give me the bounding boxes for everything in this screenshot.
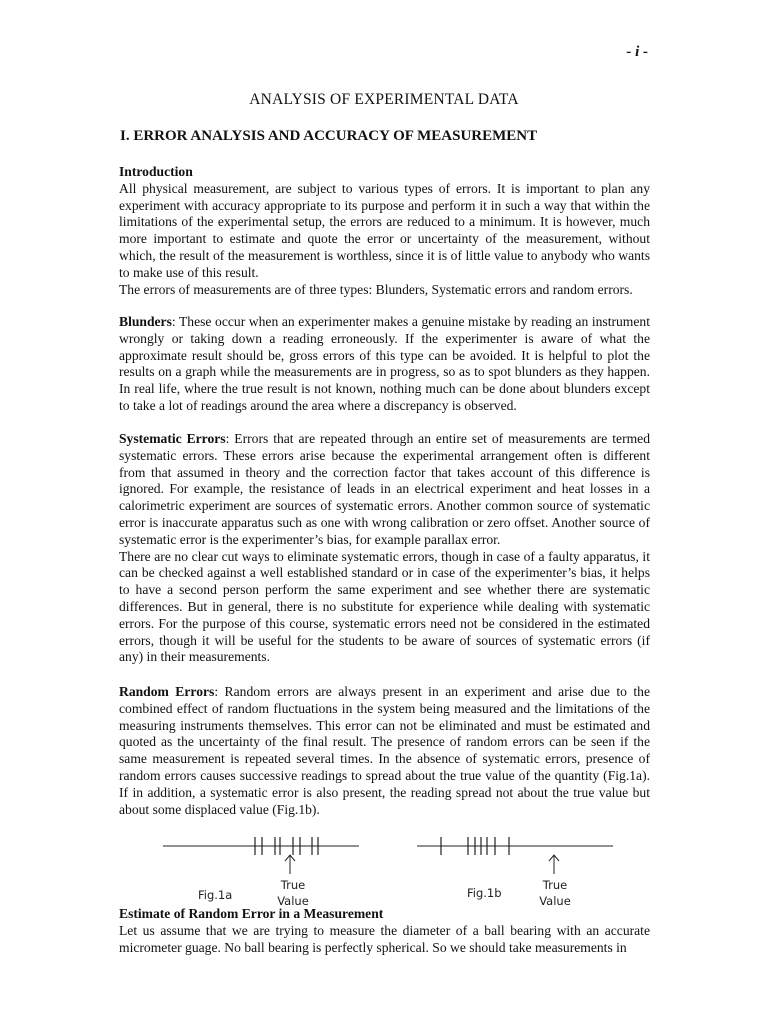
figure-1a-true-value xyxy=(268,877,318,909)
systematic-text: : Errors that are repeated through an entire set of measurements are termed systematic errors. These errors arise because the experimental arrangement often is different from that assumed in theory and the correction factor that takes account of this difference is ignored. For example, the resistance of leads in an electrical experiment and heat losses in a calorimetric experiment are sources of systematic errors. Another common source of systematic error is inaccurate apparatus such as one with wrong calibration or zero offset. Another source of systematic error is the experimenter’s bias, for example parallax error. xyxy=(119,431,651,547)
introduction-heading: Introduction xyxy=(119,164,193,179)
estimate-section xyxy=(119,906,650,956)
section-heading: I. ERROR ANALYSIS AND ACCURACY OF MEASUREMENT xyxy=(120,128,538,144)
figure-1b-true-value xyxy=(530,877,580,909)
estimate-heading: Estimate of Random Error in a Measurement xyxy=(119,906,384,921)
blunders-term: Blunders xyxy=(119,314,172,329)
figure-1b-label: Fig.1b xyxy=(467,886,502,900)
blunders-text: : These occur when an experimenter makes a genuine mistake by reading an instrument wrongly or taking down a reading erroneously. If the experimenter is aware of what the approximate result should be, gross errors of this type can be avoided. It is helpful to plot the results on a graph while the measurements are in progress, so as to spot blunders as they happen. In real life, where the true result is not known, nothing much can be done about blunders except to take a lot of readings around the area where a discrepancy is observed. xyxy=(119,314,650,413)
systematic-paragraph-2: There are no clear cut ways to eliminate systematic errors, though in case of a faulty apparatus, it can be checked against a well established standard or in case of the experimenter’s bias, it helps to have a second person perform the same experiment and see whether there are systematic differences. But in general, there is no substitute for experience while dealing with systematic errors. For the purpose of this course, systematic errors need not be considered in the estimated errors, though it will be useful for the students to be aware of sources of systematic errors (if any) in their measurements. xyxy=(119,548,650,665)
true-value-line1: True xyxy=(542,878,568,892)
systematic-term: Systematic Errors xyxy=(119,431,226,446)
true-value-line2: Value xyxy=(539,894,571,908)
figure-1a-diagram xyxy=(160,826,365,876)
true-value-line2: Value xyxy=(277,894,309,908)
random-errors-section xyxy=(119,684,650,818)
estimate-paragraph: Let us assume that we are trying to measure the diameter of a ball bearing with an accurate micrometer guage. No ball bearing is perfectly spherical. So we should take measurements in xyxy=(119,922,650,955)
document-title: ANALYSIS OF EXPERIMENTAL DATA xyxy=(249,91,519,108)
true-value-line1: True xyxy=(280,878,306,892)
introduction-paragraph: All physical measurement, are subject to various types of errors. It is important to plan any experiment with accuracy appropriate to its purpose and perform it in such a way that within the limitations of the experimental setup, the errors are reduced to a minimum. It is however, much more important to estimate and quote the error or uncertainty of the measurement, without which, the result of the measurement is worthless, since it is of little value to anybody who wants to make use of this result. xyxy=(119,180,650,280)
figure-1a xyxy=(160,826,365,906)
figure-1a-label: Fig.1a xyxy=(198,888,233,902)
figure-1b xyxy=(415,826,615,906)
random-paragraph xyxy=(119,684,650,818)
random-text: : Random errors are always present in an experiment and arise due to the combined effect of random fluctuations in the system being measured and the limitations of the measuring instruments themselves. This error can not be eliminated and must be estimated and quoted as the uncertainty of the final result. The presence of random errors can be seen if the same measurement is repeated several times. In the absence of systematic errors, presence of random errors causes successive readings to spread about the true value of the quantity (Fig.1a). If in addition, a systematic error is also present, the reading spread not about the true value but about some displaced value (Fig.1b). xyxy=(119,684,651,817)
systematic-errors-section xyxy=(119,431,650,666)
blunders-paragraph xyxy=(119,314,650,415)
error-types-paragraph: The errors of measurements are of three types: Blunders, Systematic errors and random errors. xyxy=(119,281,633,297)
page-number: - i - xyxy=(626,44,648,60)
figure-1b-diagram xyxy=(415,826,615,876)
blunders-section xyxy=(119,314,650,415)
introduction-section xyxy=(119,164,650,298)
random-term: Random Errors xyxy=(119,684,215,699)
systematic-paragraph xyxy=(119,431,650,549)
